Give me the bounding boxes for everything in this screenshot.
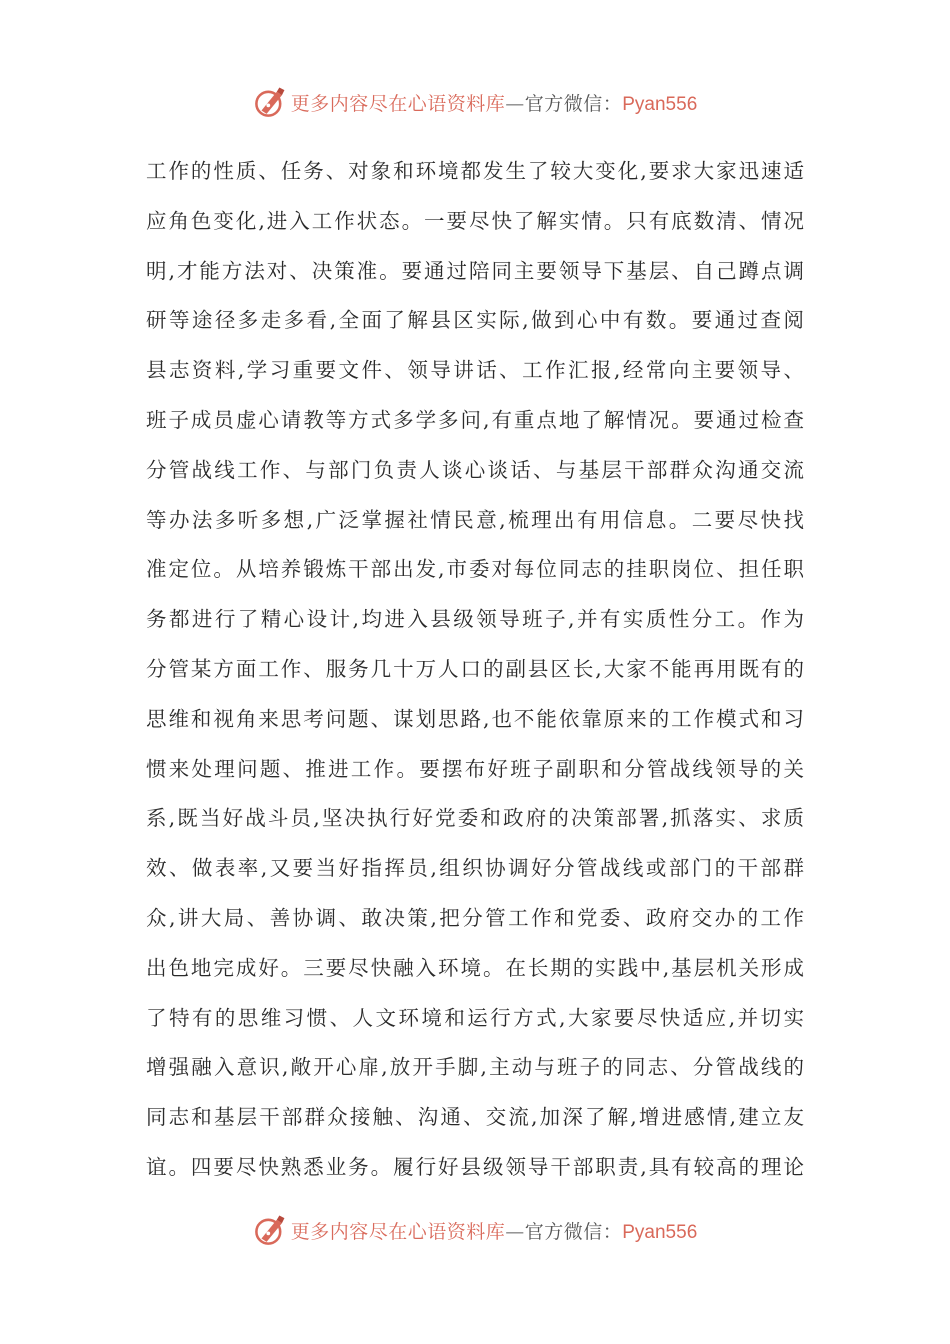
text-line: 同志和基层干部群众接触、沟通、交流,加深了解,增进感情,建立友 bbox=[146, 1105, 804, 1130]
watermark-site-name: 更多内容尽在心语资料库 bbox=[290, 1220, 506, 1243]
text-line: 明,才能方法对、决策准。要通过陪同主要领导下基层、自己蹲点调 bbox=[146, 258, 804, 283]
watermark-text bbox=[291, 1217, 698, 1244]
text-line: 工作的性质、任务、对象和环境都发生了较大变化,要求大家迅速适 bbox=[146, 159, 804, 183]
pen-nib-logo-icon bbox=[253, 1213, 287, 1247]
watermark-site-name: 更多内容尽在心语资料库 bbox=[290, 92, 506, 115]
watermark-dash: — bbox=[505, 92, 525, 115]
text-line: 分管战线工作、与部门负责人谈心谈话、与基层干部群众沟通交流 bbox=[146, 457, 804, 482]
text-line: 思维和视角来思考问题、谋划思路,也不能依靠原来的工作模式和习 bbox=[146, 706, 804, 731]
footer-watermark-banner bbox=[0, 1208, 950, 1252]
text-line: 准定位。从培养锻炼干部出发,市委对每位同志的挂职岗位、担任职 bbox=[146, 557, 804, 582]
header-watermark-banner bbox=[0, 80, 950, 124]
text-line: 务都进行了精心设计,均进入县级领导班子,并有实质性分工。作为 bbox=[146, 607, 804, 632]
text-line: 惯来处理问题、推进工作。要摆布好班子副职和分管战线领导的关 bbox=[146, 756, 804, 781]
text-line: 班子成员虚心请教等方式多学多问,有重点地了解情况。要通过检查 bbox=[146, 407, 804, 432]
text-line: 出色地完成好。三要尽快融入环境。在长期的实践中,基层机关形成 bbox=[146, 955, 804, 980]
text-line: 研等途径多走多看,全面了解县区实际,做到心中有数。要通过查阅 bbox=[146, 308, 804, 333]
text-line: 众,讲大局、善协调、敢决策,把分管工作和党委、政府交办的工作 bbox=[146, 905, 804, 930]
text-line: 谊。四要尽快熟悉业务。履行好县级领导干部职责,具有较高的理论 bbox=[146, 1154, 804, 1179]
text-line: 增强融入意识,敞开心扉,放开手脚,主动与班子的同志、分管战线的 bbox=[146, 1055, 804, 1080]
watermark-text bbox=[291, 89, 698, 116]
watermark-wechat-label: 官方微信： bbox=[524, 1220, 623, 1243]
text-line: 了特有的思维习惯、人文环境和运行方式,大家要尽快适应,并切实 bbox=[146, 1005, 804, 1030]
pen-nib-logo-icon bbox=[253, 85, 287, 119]
text-line: 县志资料,学习重要文件、领导讲话、工作汇报,经常向主要领导、 bbox=[146, 358, 804, 383]
document-body bbox=[146, 147, 804, 1193]
watermark-dash: — bbox=[505, 1220, 525, 1243]
text-line: 等办法多听多想,广泛掌握社情民意,梳理出有用信息。二要尽快找 bbox=[146, 507, 804, 532]
text-line: 系,既当好战斗员,坚决执行好党委和政府的决策部署,抓落实、求质 bbox=[146, 806, 804, 831]
watermark-wechat-id: Pyan556 bbox=[622, 93, 698, 115]
watermark-wechat-label: 官方微信： bbox=[524, 92, 623, 115]
text-line: 效、做表率,又要当好指挥员,组织协调好分管战线或部门的干部群 bbox=[146, 856, 804, 881]
text-line: 分管某方面工作、服务几十万人口的副县区长,大家不能再用既有的 bbox=[146, 656, 804, 681]
text-line: 应角色变化,进入工作状态。一要尽快了解实情。只有底数清、情况 bbox=[146, 208, 804, 233]
watermark-wechat-id: Pyan556 bbox=[622, 1221, 698, 1243]
